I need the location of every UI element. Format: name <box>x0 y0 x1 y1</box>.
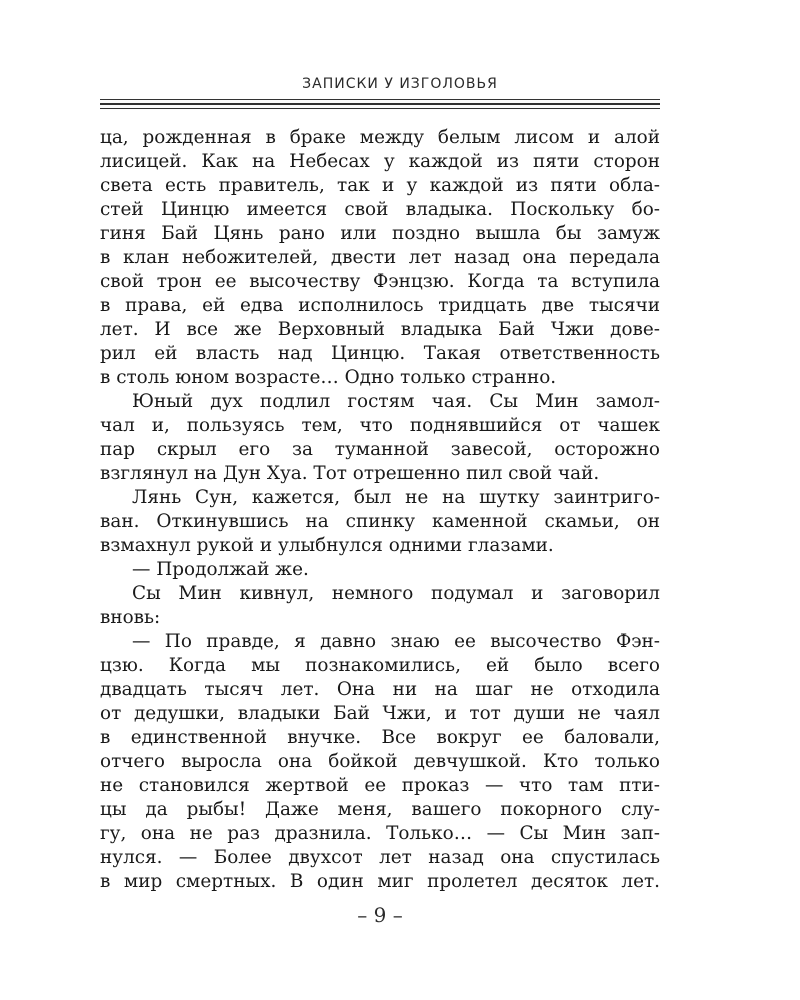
text-line: стей Цинцю имеется свой владыка. Поскольку бо- <box>100 199 660 220</box>
text-line: рил ей власть над Цинцю. Такая ответственность <box>100 343 660 364</box>
text-line: ца, рожденная в браке между белым лисом и алой <box>100 127 660 148</box>
text-line: в мир смертных. В один миг пролетел десяток лет. <box>100 871 660 892</box>
text-line: света есть правитель, так и у каждой из пяти обла- <box>100 175 660 196</box>
text-line: в столь юном возрасте… Одно только странно. <box>100 367 557 388</box>
header-rule-bottom <box>100 108 660 109</box>
header-rule-middle <box>100 103 660 105</box>
text-line: двадцать тысяч лет. Она ни на шаг не отходила <box>100 679 660 700</box>
text-line: — Продолжай же. <box>132 559 309 580</box>
text-line: взмахнул рукой и улыбнулся одними глазами. <box>100 535 554 556</box>
text-line: от дедушки, владыки Бай Чжи, и тот души не чаял <box>100 703 660 724</box>
text-line: в клан небожителей, двести лет назад она передала <box>100 247 660 268</box>
text-line: Юный дух подлил гостям чая. Сы Мин замол- <box>132 391 660 412</box>
text-line: цзю. Когда мы познакомились, ей было всего <box>100 655 660 676</box>
text-line: взглянул на Дун Хуа. Тот отрешенно пил свой чай. <box>100 463 600 484</box>
text-line: чал и, пользуясь тем, что поднявшийся от чашек <box>100 415 660 436</box>
text-line: нулся. — Более двухсот лет назад она спустилась <box>100 847 660 868</box>
text-line: в единственной внучке. Все вокруг ее баловали, <box>100 727 660 748</box>
text-line: лисицей. Как на Небесах у каждой из пяти сторон <box>100 151 660 172</box>
text-line: Сы Мин кивнул, немного подумал и заговорил <box>132 583 660 604</box>
text-line: гиня Бай Цянь рано или поздно вышла бы замуж <box>100 223 660 244</box>
header-rule-top <box>100 99 660 100</box>
body-text <box>100 126 660 894</box>
text-line: не становился жертвой ее проказ — что там пти- <box>100 775 660 796</box>
text-line: свой трон ее высочеству Фэнцзю. Когда та вступила <box>100 271 660 292</box>
text-line: — По правде, я давно знаю ее высочество Фэн- <box>132 631 660 652</box>
text-line: гу, она не раз дразнила. Только… — Сы Мин зап- <box>100 823 660 844</box>
page-number: – 9 – <box>357 903 403 927</box>
text-line: лет. И все же Верховный владыка Бай Чжи дове- <box>100 319 660 340</box>
running-title: ЗАПИСКИ У ИЗГОЛОВЬЯ <box>302 76 498 92</box>
text-line: отчего выросла она бойкой девчушкой. Кто только <box>100 751 660 772</box>
text-line: в права, ей едва исполнилось тридцать две тысячи <box>100 295 660 316</box>
text-line: пар скрыл его за туманной завесой, осторожно <box>100 439 660 460</box>
text-line: цы да рыбы! Даже меня, вашего покорного слу- <box>100 799 660 820</box>
text-line: вновь: <box>100 607 161 628</box>
text-line: Лянь Сун, кажется, был не на шутку заинтриго- <box>132 487 660 508</box>
text-line: ван. Откинувшись на спинку каменной скамьи, он <box>100 511 660 532</box>
